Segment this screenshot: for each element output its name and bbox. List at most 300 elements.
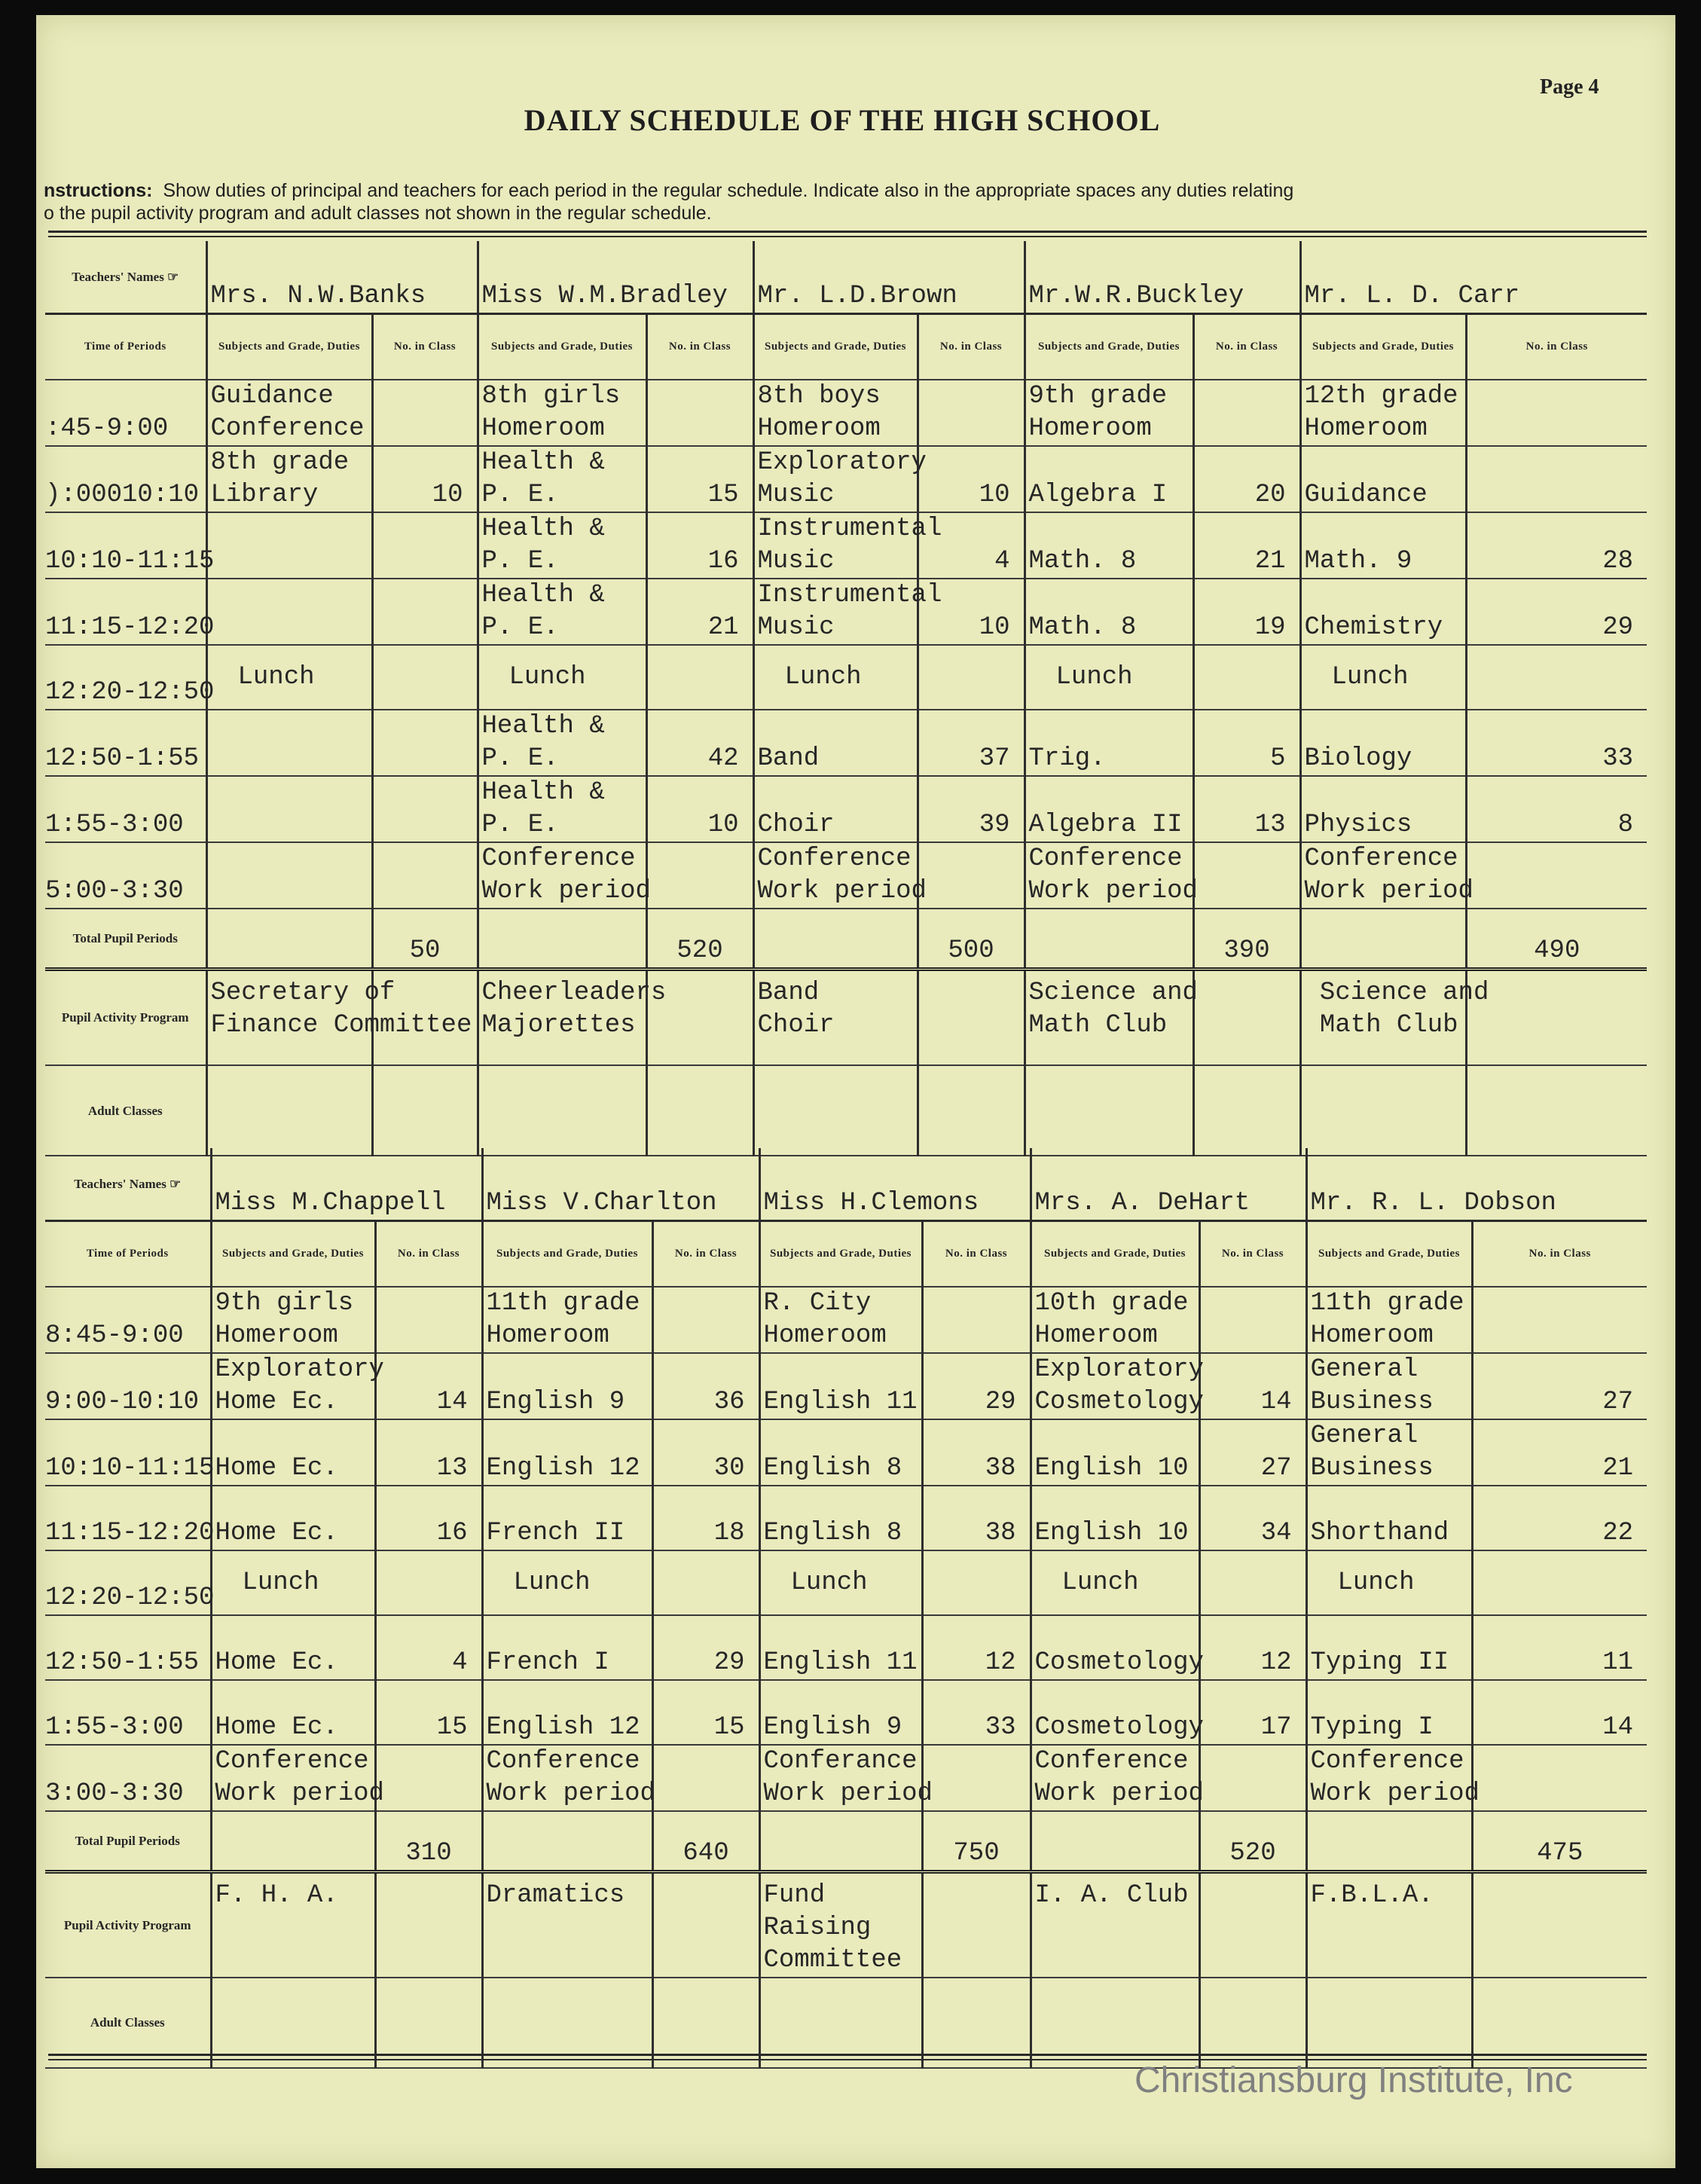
subject-cell: 8th boys Homeroom xyxy=(753,380,918,446)
subject-cell: Home Ec. xyxy=(211,1615,375,1680)
subject-cell: Home Ec. xyxy=(211,1680,375,1745)
class-count xyxy=(652,1550,759,1615)
class-count: 14 xyxy=(375,1353,482,1419)
no-in-class-header: No. in Class xyxy=(652,1220,759,1287)
class-count: 4 xyxy=(918,512,1025,579)
class-count: 12 xyxy=(922,1615,1031,1680)
activity-spacer xyxy=(1193,969,1300,1065)
subject-cell: General Business xyxy=(1306,1419,1472,1486)
period-time: 1:55-3:00 xyxy=(45,1680,211,1745)
class-count: 14 xyxy=(1199,1353,1306,1419)
class-count: 38 xyxy=(922,1419,1031,1486)
subject-cell: Health & P. E. xyxy=(478,710,646,776)
subject-cell: English 11 xyxy=(759,1353,922,1419)
period-row xyxy=(45,776,1647,842)
subject-cell: English 9 xyxy=(759,1680,922,1745)
class-count: 19 xyxy=(1193,579,1300,645)
subject-cell: 10th grade Homeroom xyxy=(1031,1287,1199,1353)
no-in-class-header: No. in Class xyxy=(1193,313,1300,380)
subject-cell xyxy=(206,842,372,909)
subjects-header: Subjects and Grade, Duties xyxy=(1300,313,1466,380)
class-count: 33 xyxy=(1466,710,1647,776)
class-count xyxy=(372,579,478,645)
period-row xyxy=(45,380,1647,446)
class-count: 13 xyxy=(375,1419,482,1486)
class-count: 39 xyxy=(918,776,1025,842)
class-count xyxy=(1466,380,1647,446)
period-row xyxy=(45,842,1647,909)
teacher-name: Mr. R. L. Dobson xyxy=(1306,1148,1647,1220)
class-count: 27 xyxy=(1472,1353,1647,1419)
subject-cell: Chemistry xyxy=(1300,579,1466,645)
class-count xyxy=(922,1745,1031,1811)
adult-classes xyxy=(1025,1065,1193,1156)
subject-cell: English 11 xyxy=(759,1615,922,1680)
subject-cell: Shorthand xyxy=(1306,1486,1472,1550)
subject-cell: Algebra II xyxy=(1025,776,1193,842)
no-in-class-header: No. in Class xyxy=(375,1220,482,1287)
no-in-class-header: No. in Class xyxy=(1466,313,1647,380)
class-count xyxy=(1193,380,1300,446)
period-time: 12:50-1:55 xyxy=(45,710,206,776)
class-count xyxy=(1472,1550,1647,1615)
adult-classes-row xyxy=(45,1065,1647,1156)
adult-classes xyxy=(206,1065,372,1156)
total-pupil-periods: 475 xyxy=(1472,1811,1647,1871)
subject-cell: Instrumental Music xyxy=(753,579,918,645)
class-count: 15 xyxy=(652,1680,759,1745)
total-spacer xyxy=(1025,909,1193,969)
subject-cell: 8th girls Homeroom xyxy=(478,380,646,446)
class-count: 29 xyxy=(1466,579,1647,645)
class-count: 29 xyxy=(922,1353,1031,1419)
class-count xyxy=(646,645,753,710)
subject-cell: Cosmetology xyxy=(1031,1680,1199,1745)
period-time: 12:20-12:50 xyxy=(45,1550,211,1615)
subjects-header: Subjects and Grade, Duties xyxy=(206,313,372,380)
class-count: 36 xyxy=(652,1353,759,1419)
class-count: 13 xyxy=(1193,776,1300,842)
class-count xyxy=(652,1287,759,1353)
subject-cell: English 8 xyxy=(759,1419,922,1486)
teacher-name: Mr. L.D.Brown xyxy=(753,241,1025,313)
activity-spacer xyxy=(652,1871,759,1978)
class-count: 21 xyxy=(646,579,753,645)
activity-spacer xyxy=(918,969,1025,1065)
period-row xyxy=(45,710,1647,776)
period-time: 1:55-3:00 xyxy=(45,776,206,842)
subject-cell: Band xyxy=(753,710,918,776)
adult-spacer xyxy=(1466,1065,1647,1156)
subject-cell xyxy=(206,579,372,645)
subject-cell: 9th girls Homeroom xyxy=(211,1287,375,1353)
class-count: 21 xyxy=(1193,512,1300,579)
pupil-activity: Science and Math Club xyxy=(1025,969,1193,1065)
period-row xyxy=(45,1615,1647,1680)
class-count xyxy=(372,512,478,579)
period-time: 10:10-11:15 xyxy=(45,512,206,579)
subject-cell: Lunch xyxy=(478,645,646,710)
subject-cell: Home Ec. xyxy=(211,1419,375,1486)
adult-spacer xyxy=(646,1065,753,1156)
subject-cell: Lunch xyxy=(1306,1550,1472,1615)
subject-cell: Cosmetology xyxy=(1031,1615,1199,1680)
total-pupil-periods: 50 xyxy=(372,909,478,969)
class-count xyxy=(1199,1745,1306,1811)
total-spacer xyxy=(1031,1811,1199,1871)
subject-cell: Physics xyxy=(1300,776,1466,842)
class-count: 10 xyxy=(646,776,753,842)
class-count: 20 xyxy=(1193,446,1300,512)
class-count: 15 xyxy=(646,446,753,512)
subject-cell: Lunch xyxy=(1300,645,1466,710)
adult-classes-label: Adult Classes xyxy=(45,1978,211,2068)
class-count xyxy=(372,380,478,446)
subject-cell: Lunch xyxy=(753,645,918,710)
total-pupil-periods: 490 xyxy=(1466,909,1647,969)
class-count xyxy=(1466,446,1647,512)
class-count: 34 xyxy=(1199,1486,1306,1550)
class-count: 28 xyxy=(1466,512,1647,579)
subject-cell: Lunch xyxy=(1031,1550,1199,1615)
subject-cell: Math. 9 xyxy=(1300,512,1466,579)
period-row xyxy=(45,1550,1647,1615)
schedule-table-1 xyxy=(45,241,1647,1156)
class-count: 37 xyxy=(918,710,1025,776)
subject-cell: Conference Work period xyxy=(1025,842,1193,909)
subject-cell: Math. 8 xyxy=(1025,512,1193,579)
class-count: 5 xyxy=(1193,710,1300,776)
column-header-row xyxy=(45,1220,1647,1287)
activity-spacer xyxy=(1199,1871,1306,1978)
period-row xyxy=(45,512,1647,579)
class-count xyxy=(918,380,1025,446)
activity-spacer xyxy=(1466,969,1647,1065)
total-pupil-periods: 500 xyxy=(918,909,1025,969)
no-in-class-header: No. in Class xyxy=(922,1220,1031,1287)
teacher-name: Miss V.Charlton xyxy=(482,1148,759,1220)
period-time: 8:45-9:00 xyxy=(45,1287,211,1353)
subject-cell: 11th grade Homeroom xyxy=(482,1287,652,1353)
subject-cell: Typing II xyxy=(1306,1615,1472,1680)
period-row xyxy=(45,579,1647,645)
period-time: 5:00-3:30 xyxy=(45,842,206,909)
class-count xyxy=(1466,645,1647,710)
subject-cell: Health & P. E. xyxy=(478,446,646,512)
subject-cell: Guidance Conference xyxy=(206,380,372,446)
no-in-class-header: No. in Class xyxy=(646,313,753,380)
subject-cell: Algebra I xyxy=(1025,446,1193,512)
subject-cell: Lunch xyxy=(211,1550,375,1615)
page-title: DAILY SCHEDULE OF THE HIGH SCHOOL xyxy=(524,103,1161,137)
class-count xyxy=(646,380,753,446)
period-row xyxy=(45,1680,1647,1745)
subject-cell: Health & P. E. xyxy=(478,776,646,842)
subjects-header: Subjects and Grade, Duties xyxy=(1306,1220,1472,1287)
subject-cell: Guidance xyxy=(1300,446,1466,512)
subject-cell: Biology xyxy=(1300,710,1466,776)
period-time: ):00010:10 xyxy=(45,446,206,512)
subject-cell: 9th grade Homeroom xyxy=(1025,380,1193,446)
period-time: 12:50-1:55 xyxy=(45,1615,211,1680)
top-rule xyxy=(48,231,1647,233)
no-in-class-header: No. in Class xyxy=(918,313,1025,380)
class-count: 16 xyxy=(375,1486,482,1550)
class-count: 15 xyxy=(375,1680,482,1745)
subject-cell: 8th grade Library xyxy=(206,446,372,512)
class-count xyxy=(375,1745,482,1811)
class-count xyxy=(372,645,478,710)
total-spacer xyxy=(1306,1811,1472,1871)
activity-spacer xyxy=(1472,1871,1647,1978)
total-spacer xyxy=(206,909,372,969)
class-count: 16 xyxy=(646,512,753,579)
subject-cell: Exploratory Cosmetology xyxy=(1031,1353,1199,1419)
total-pupil-periods: 390 xyxy=(1193,909,1300,969)
period-row xyxy=(45,1745,1647,1811)
total-pupil-periods-label: Total Pupil Periods xyxy=(45,909,206,969)
subject-cell: Math. 8 xyxy=(1025,579,1193,645)
no-in-class-header: No. in Class xyxy=(1472,1220,1647,1287)
bottom-rule xyxy=(48,2054,1647,2056)
subject-cell: Conference Work period xyxy=(478,842,646,909)
total-spacer xyxy=(759,1811,922,1871)
instructions-line-1: Show duties of principal and teachers for each period in the regular schedule. Indicate also in the appropriate spaces any duties relating xyxy=(163,180,1294,201)
total-pupil-periods-label: Total Pupil Periods xyxy=(45,1811,211,1871)
no-in-class-header: No. in Class xyxy=(372,313,478,380)
pupil-activity-label: Pupil Activity Program xyxy=(45,1871,211,1978)
subject-cell: Exploratory Home Ec. xyxy=(211,1353,375,1419)
class-count: 33 xyxy=(922,1680,1031,1745)
subject-cell: English 8 xyxy=(759,1486,922,1550)
teachers-names-label: Teachers' Names ☞ xyxy=(45,1148,211,1220)
instructions xyxy=(44,179,1648,225)
pupil-activity: F.B.L.A. xyxy=(1306,1871,1472,1978)
period-row xyxy=(45,1287,1647,1353)
class-count: 29 xyxy=(652,1615,759,1680)
class-count: 42 xyxy=(646,710,753,776)
subject-cell: R. City Homeroom xyxy=(759,1287,922,1353)
class-count: 17 xyxy=(1199,1680,1306,1745)
subject-cell: Lunch xyxy=(759,1550,922,1615)
class-count xyxy=(918,842,1025,909)
subject-cell: General Business xyxy=(1306,1353,1472,1419)
time-of-periods-header: Time of Periods xyxy=(45,313,206,380)
total-pupil-periods: 520 xyxy=(646,909,753,969)
teacher-name: Mr. L. D. Carr xyxy=(1300,241,1647,313)
class-count xyxy=(922,1550,1031,1615)
schedule-table-2 xyxy=(45,1148,1647,2069)
subject-cell: English 10 xyxy=(1031,1486,1199,1550)
class-count xyxy=(375,1287,482,1353)
total-spacer xyxy=(211,1811,375,1871)
pupil-activity-row xyxy=(45,1871,1647,1978)
subject-cell: Trig. xyxy=(1025,710,1193,776)
total-pupil-periods: 750 xyxy=(922,1811,1031,1871)
total-pupil-periods-row xyxy=(45,909,1647,969)
adult-classes xyxy=(478,1065,646,1156)
class-count: 21 xyxy=(1472,1419,1647,1486)
pupil-activity: Secretary of Finance Committee xyxy=(206,969,372,1065)
class-count: 11 xyxy=(1472,1615,1647,1680)
class-count xyxy=(1466,842,1647,909)
column-header-row xyxy=(45,313,1647,380)
subject-cell: Lunch xyxy=(206,645,372,710)
class-count: 38 xyxy=(922,1486,1031,1550)
subject-cell: Exploratory Music xyxy=(753,446,918,512)
class-count: 18 xyxy=(652,1486,759,1550)
period-time: 11:15-12:20 xyxy=(45,1486,211,1550)
subject-cell: Typing I xyxy=(1306,1680,1472,1745)
instructions-label: nstructions: xyxy=(44,180,153,201)
subject-cell xyxy=(206,710,372,776)
watermark: Christiansburg Institute, Inc xyxy=(1135,2060,1573,2100)
subject-cell: French II xyxy=(482,1486,652,1550)
class-count xyxy=(1199,1287,1306,1353)
class-count: 10 xyxy=(918,446,1025,512)
total-pupil-periods: 310 xyxy=(375,1811,482,1871)
teacher-name: Mr.W.R.Buckley xyxy=(1025,241,1300,313)
class-count xyxy=(1472,1745,1647,1811)
class-count: 30 xyxy=(652,1419,759,1486)
subject-cell: Health & P. E. xyxy=(478,512,646,579)
subject-cell: French I xyxy=(482,1615,652,1680)
period-time: 10:10-11:15 xyxy=(45,1419,211,1486)
period-row xyxy=(45,1419,1647,1486)
teacher-name: Mrs. A. DeHart xyxy=(1031,1148,1306,1220)
subjects-header: Subjects and Grade, Duties xyxy=(759,1220,922,1287)
class-count xyxy=(1472,1287,1647,1353)
teachers-names-label: Teachers' Names ☞ xyxy=(45,241,206,313)
subject-cell: Instrumental Music xyxy=(753,512,918,579)
subject-cell: Conference Work period xyxy=(1300,842,1466,909)
subject-cell: Choir xyxy=(753,776,918,842)
no-in-class-header: No. in Class xyxy=(1199,1220,1306,1287)
total-spacer xyxy=(1300,909,1466,969)
class-count xyxy=(375,1550,482,1615)
period-row xyxy=(45,1486,1647,1550)
pupil-activity: Fund Raising Committee xyxy=(759,1871,922,1978)
adult-classes xyxy=(1300,1065,1466,1156)
instructions-line-2: o the pupil activity program and adult classes not shown in the regular schedule. xyxy=(44,203,712,224)
class-count xyxy=(372,842,478,909)
time-of-periods-header: Time of Periods xyxy=(45,1220,211,1287)
adult-classes-label: Adult Classes xyxy=(45,1065,206,1156)
class-count: 10 xyxy=(918,579,1025,645)
class-count: 8 xyxy=(1466,776,1647,842)
adult-classes xyxy=(753,1065,918,1156)
class-count: 10 xyxy=(372,446,478,512)
subjects-header: Subjects and Grade, Duties xyxy=(1031,1220,1199,1287)
pupil-activity: F. H. A. xyxy=(211,1871,375,1978)
total-pupil-periods: 640 xyxy=(652,1811,759,1871)
teacher-name: Miss M.Chappell xyxy=(211,1148,482,1220)
class-count xyxy=(918,645,1025,710)
class-count: 22 xyxy=(1472,1486,1647,1550)
subject-cell: 12th grade Homeroom xyxy=(1300,380,1466,446)
class-count xyxy=(372,710,478,776)
subject-cell: English 12 xyxy=(482,1419,652,1486)
subjects-header: Subjects and Grade, Duties xyxy=(478,313,646,380)
teacher-name: Miss H.Clemons xyxy=(759,1148,1031,1220)
class-count xyxy=(1193,842,1300,909)
subject-cell xyxy=(206,776,372,842)
subject-cell: English 9 xyxy=(482,1353,652,1419)
class-count: 4 xyxy=(375,1615,482,1680)
subject-cell: Conferance Work period xyxy=(759,1745,922,1811)
subjects-header: Subjects and Grade, Duties xyxy=(1025,313,1193,380)
activity-spacer xyxy=(375,1871,482,1978)
total-spacer xyxy=(482,1811,652,1871)
subjects-header: Subjects and Grade, Duties xyxy=(211,1220,375,1287)
subjects-header: Subjects and Grade, Duties xyxy=(482,1220,652,1287)
teacher-name: Mrs. N.W.Banks xyxy=(206,241,478,313)
class-count: 27 xyxy=(1199,1419,1306,1486)
teacher-name: Miss W.M.Bradley xyxy=(478,241,753,313)
page-number: Page 4 xyxy=(1540,75,1599,99)
total-spacer xyxy=(478,909,646,969)
pupil-activity: Dramatics xyxy=(482,1871,652,1978)
subject-cell: Lunch xyxy=(1025,645,1193,710)
class-count xyxy=(1193,645,1300,710)
pupil-activity-row xyxy=(45,969,1647,1065)
period-row xyxy=(45,645,1647,710)
subject-cell: Conference Work period xyxy=(1306,1745,1472,1811)
subjects-header: Subjects and Grade, Duties xyxy=(753,313,918,380)
activity-spacer xyxy=(922,1871,1031,1978)
class-count xyxy=(1199,1550,1306,1615)
period-time: 12:20-12:50 xyxy=(45,645,206,710)
subject-cell: Health & P. E. xyxy=(478,579,646,645)
subject-cell: Lunch xyxy=(482,1550,652,1615)
class-count: 14 xyxy=(1472,1680,1647,1745)
subject-cell: Conference Work period xyxy=(211,1745,375,1811)
schedule-sheet xyxy=(36,15,1675,2168)
period-time: :45-9:00 xyxy=(45,380,206,446)
subject-cell: Conference Work period xyxy=(1031,1745,1199,1811)
teacher-names-row xyxy=(45,1148,1647,1220)
subject-cell: Conference Work period xyxy=(753,842,918,909)
adult-spacer xyxy=(918,1065,1025,1156)
adult-spacer xyxy=(1193,1065,1300,1156)
pupil-activity-label: Pupil Activity Program xyxy=(45,969,206,1065)
period-time: 3:00-3:30 xyxy=(45,1745,211,1811)
subject-cell: Home Ec. xyxy=(211,1486,375,1550)
period-time: 11:15-12:20 xyxy=(45,579,206,645)
pupil-activity: Cheerleaders Majorettes xyxy=(478,969,646,1065)
top-rule-2 xyxy=(48,236,1647,237)
pupil-activity: Science and Math Club xyxy=(1300,969,1466,1065)
pupil-activity: I. A. Club xyxy=(1031,1871,1199,1978)
class-count xyxy=(646,842,753,909)
class-count xyxy=(922,1287,1031,1353)
subject-cell: 11th grade Homeroom xyxy=(1306,1287,1472,1353)
subject-cell: English 10 xyxy=(1031,1419,1199,1486)
class-count: 12 xyxy=(1199,1615,1306,1680)
subject-cell: English 12 xyxy=(482,1680,652,1745)
teacher-names-row xyxy=(45,241,1647,313)
total-spacer xyxy=(753,909,918,969)
subject-cell: Conference Work period xyxy=(482,1745,652,1811)
period-row xyxy=(45,1353,1647,1419)
adult-spacer xyxy=(372,1065,478,1156)
period-row xyxy=(45,446,1647,512)
pupil-activity: Band Choir xyxy=(753,969,918,1065)
period-time: 9:00-10:10 xyxy=(45,1353,211,1419)
subject-cell xyxy=(206,512,372,579)
total-pupil-periods-row xyxy=(45,1811,1647,1871)
total-pupil-periods: 520 xyxy=(1199,1811,1306,1871)
